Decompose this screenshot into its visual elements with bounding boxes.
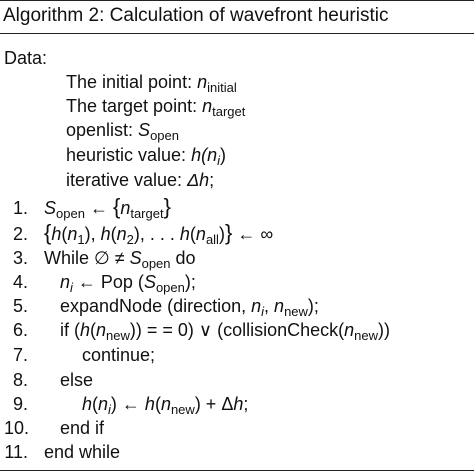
step-10: end if [60,418,105,438]
step-number: 8. [12,370,28,390]
data-target-point: The target point: $n_{target}$ [66,96,246,119]
top-rule [0,0,474,1]
data-label: Data: [4,48,48,68]
step-4: $n_i$ ← Pop $(S_{open})$; [60,272,196,295]
step-number: 3. [12,248,28,268]
step-5: expandNode (direction, $n_i$, $n_{new}$); [60,296,319,319]
data-heuristic-value: heuristic value: $h(n_i)$ [66,145,226,168]
step-number: 2. [12,224,28,244]
step-number: 9. [12,394,28,414]
step-number: 10. [4,418,30,438]
step-9: $h(n_i)$ ← $h(n_{new}) + \Delta h$; [82,394,249,417]
step-11: end while [44,442,121,462]
data-initial-point: The initial point: $n_{initial}$ [66,72,237,95]
step-1: $S_{open}$ ← $\{n_{target}\}$ [44,194,171,221]
step-7: continue; [82,345,156,365]
step-8: else [60,370,94,390]
data-iterative-value: iterative value: Δh; [66,170,215,190]
step-number: 6. [12,320,28,340]
bottom-rule [0,470,474,471]
data-openlist: openlist: $S_{open}$ [66,120,179,143]
step-3: While ∅ ≠ $S_{open}$ do [44,248,196,271]
title-rule [0,33,474,34]
step-6: if $(h(n_{new}))$ = = 0) ∨ $(collisionCheck(n_{new}))$ [60,320,390,343]
step-number: 5. [12,296,28,316]
step-2: {$h(n_1)$, $h(n_2)$, . . . $h(n_{all})$} ← ∞ [44,220,274,247]
step-number: 11. [4,442,28,462]
step-number: 4. [12,272,28,292]
step-number: 7. [12,345,28,365]
step-number: 1. [12,198,28,218]
algorithm-title: Algorithm 2: Calculation of wavefront heuristic [3,5,389,26]
